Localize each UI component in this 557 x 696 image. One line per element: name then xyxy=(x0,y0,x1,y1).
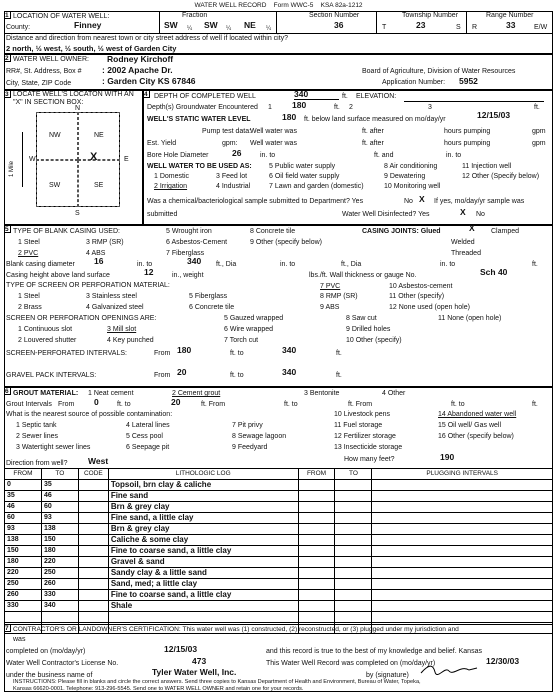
log-to: 330 xyxy=(41,590,78,601)
license-label: Water Well Contractor's License No. xyxy=(6,660,119,667)
log-code xyxy=(78,524,108,535)
log-empty-cell xyxy=(372,590,553,601)
contam-septic[interactable]: 1 Septic tank xyxy=(16,422,57,429)
col-to: TO xyxy=(41,469,78,480)
direction-label: Direction from well? xyxy=(6,460,68,467)
log-empty-cell xyxy=(298,557,335,568)
contam-fuel[interactable]: 11 Fuel storage xyxy=(334,422,383,429)
fraction-3: NE xyxy=(244,20,256,30)
distance-feet-label: How many feet? xyxy=(344,456,395,463)
log-empty-cell xyxy=(372,601,553,612)
township-value: 23 xyxy=(416,20,426,30)
log-from: 60 xyxy=(5,513,42,524)
section-number: 1 xyxy=(5,12,9,19)
contam-cess-pool[interactable]: 5 Cess pool xyxy=(126,433,163,440)
log-from: 138 xyxy=(5,535,42,546)
log-to: 340 xyxy=(41,601,78,612)
screen-from-value: 180 xyxy=(177,345,192,355)
log-row xyxy=(5,480,553,491)
certification-text: CONTRACTOR'S OR LANDOWNER'S CERTIFICATION: This water well was (1) constructed, (2) reconstructed, or (3) plugged under my jurisdiction and xyxy=(13,626,459,633)
log-row xyxy=(5,612,553,623)
north-label: N xyxy=(75,105,81,112)
contamination-label: What is the nearest source of possible contamination: xyxy=(6,411,173,418)
log-description: Fine to coarse sand, a little clay xyxy=(108,590,298,601)
casing-fiberglass[interactable]: 7 Fiberglass xyxy=(166,250,205,257)
instructions-line-1: INSTRUCTIONS: Please fill in blanks and circle the correct answers. Send three copies to Kansas Department of Health and Environment, Bureau of Water, Topeka, xyxy=(13,679,421,685)
opening-saw-cut[interactable]: 8 Saw cut xyxy=(346,315,377,322)
casing-depth-value: 340 xyxy=(187,256,202,266)
log-row xyxy=(5,590,553,601)
opening-key-punched[interactable]: 4 Key punched xyxy=(107,337,154,344)
signature-mark xyxy=(419,662,479,676)
gravel-to-value: 340 xyxy=(282,367,297,377)
log-empty-cell xyxy=(372,557,553,568)
screen-concrete[interactable]: 6 Concrete tile xyxy=(189,304,235,311)
log-row xyxy=(5,524,553,535)
county-value: Finney xyxy=(74,20,102,30)
log-empty-cell xyxy=(298,502,335,513)
contam-pit-privy[interactable]: 7 Pit privy xyxy=(232,422,263,429)
log-code xyxy=(78,601,108,612)
openings-label: SCREEN OR PERFORATION OPENINGS ARE: xyxy=(6,315,157,322)
completed-date: 12/15/03 xyxy=(164,644,198,654)
instructions-line-2: Kansas 66620-0001. Telephone: 913-296-5545. Send one to WATER WELL OWNER and retain one for your records. xyxy=(13,686,304,692)
contam-livestock[interactable]: 10 Livestock pens xyxy=(334,411,391,418)
screen-type-label: TYPE OF SCREEN OR PERFORATION MATERIAL: xyxy=(6,282,170,289)
log-description: Brn & grey clay xyxy=(108,524,298,535)
log-empty-cell xyxy=(298,612,335,623)
log-code xyxy=(78,568,108,579)
log-description: Sand, med; a little clay xyxy=(108,579,298,590)
bacteriological-label: Was a chemical/bacteriological sample submitted to Department? Yes xyxy=(147,198,364,205)
use-option-air-conditioning[interactable]: 8 Air conditioning xyxy=(384,163,438,170)
casing-height-label: Casing height above land surface xyxy=(6,272,110,279)
location-label: LOCATION OF WATER WELL: xyxy=(13,13,110,20)
grout-neat-cement[interactable]: 1 Neat cement xyxy=(88,390,134,397)
log-code xyxy=(78,535,108,546)
col-code: CODE xyxy=(78,469,108,480)
board-label: Board of Agriculture, Division of Water Resources xyxy=(362,68,516,75)
log-empty-cell xyxy=(298,546,335,557)
business-name: Tyler Water Well, Inc. xyxy=(152,667,237,677)
distance-feet-value: 190 xyxy=(440,452,455,462)
screen-none[interactable]: 12 None used (open hole) xyxy=(389,304,470,311)
log-empty-cell xyxy=(372,546,553,557)
grout-to-value: 20 xyxy=(171,397,181,407)
casing-pvc[interactable]: 2 PVC xyxy=(18,250,39,257)
bore-value: 26 xyxy=(232,148,242,158)
log-description: Fine sand xyxy=(108,491,298,502)
city-value: : Garden City KS 67846 xyxy=(102,76,196,86)
log-to: 35 xyxy=(41,480,78,491)
casing-height-value: 12 xyxy=(144,267,154,277)
contam-lagoon[interactable]: 8 Sewage lagoon xyxy=(232,433,287,440)
use-option-dewatering[interactable]: 9 Dewatering xyxy=(384,173,426,180)
use-label: WELL WATER TO BE USED AS: xyxy=(147,163,252,170)
log-empty-cell xyxy=(335,590,372,601)
use-option-monitoring[interactable]: 10 Monitoring well xyxy=(384,183,441,190)
log-to: 180 xyxy=(41,546,78,557)
log-row xyxy=(5,568,553,579)
log-empty-cell xyxy=(298,568,335,579)
groundwater-value: 180 xyxy=(292,100,307,110)
water-well-record-form: WATER WELL RECORD Form WWC-5 KSA 82a-1212 1 LOCATION OF WATER WELL: County: Finney Fraction SW ¼ SW ¼ NE ¼ Section Number 36 Township Number T 23 S Range Number R 33 E/W Distance and direction from nearest town or city street address of well if located within city? 2 north, ½ west, ½ south, ½ west of Garden City 2 WATER WELL OWNER: Rodney Kirchoff RR#, St. Address, Box # : 2002 Apache Dr. City, State, ZIP Code : Garden City KS 67846 Board of Agriculture, Division of Water Resources Application Number: 5952 3 LOCATE WELL'S LOCATON WITH AN "X" IN SECTION BOX: N S W E NW NE SW SE X 1 Mile 4 DEPTH OF COMPLETED WELL 340 ft. ELEVATION: Depth(s) Groundwater Encountered 1 180 ft. 2 3 ft. WELL'S STATIC WATER LEVEL 180 ft. below land surface measured on mo/day/yr 12/15/03 Pump test data: Well water was ft. after hours pumping gpm Est. Yield gpm: Well water was ft. after hours pumping gpm Bore Hole Diameter 26 in. to ft. and in. to WELL WATER TO BE USED AS: 1 Domestic 2 Irrigation 3 Feed lot 4 Industrial 5 Public water supply 6 Oil field water supply 7 Lawn and garden (domestic) 8 Air conditioning 9 Dewatering 10 Monitoring well 11 Injection well 12 Other (Specify below) Was a chemical/bacteriological sample submitted to Department? Yes No X If yes, mo/day/yr sample was submitted Water Well Disinfected? Yes X No 5 TYPE OF BLANK CASING USED: 1 Steel 2 PVC 3 RMP (SR) 4 ABS 5 Wrought iron 6 Asbestos-Cement 7 Fiberglass 8 Concrete tile 9 Other (specify below) CASING JOINTS: Glued X Clamped Welded Threaded Blank casing diameter 16 in. to 340 ft., Dia in. to ft., Dia in. to ft. Casing height above land surface 12 in., weight lbs./ft. Wall thickness or gauge No. Sch 40 TYPE OF SCREEN OR PERFORATION MATERIAL: 1 Steel 2 Brass 3 Stainless steel 4 Galvanized steel 5 Fiberglass 6 Concrete tile 7 PVC 8 RMP (SR) 9 ABS 10 Asbestos-cement 11 Other (specify) 12 None used (open hole) SCREEN OR PERFORATION OPENINGS ARE: 1 Continuous slot 2 Louvered shutter 3 Mill slot 4 Key punched 5 Gauzed wrapped 6 Wire wrapped 7 Torch cut 8 Saw cut 9 Drilled holes 10 Other (specify) 11 None (open hole) SCREEN-PERFORATED INTERVALS: From 180 ft. to 340 ft. GRAVEL PACK INTERVALS: From 20 ft. to 340 ft. 6 GROUT MATERIAL: 1 Neat cement 2 Cement grout 3 Bentonite 4 Other Grout Intervals From 0 ft. to 20 ft. From ft. to ft. From ft. to ft. What is the nearest source of possible contamination: 1 Septic tank 2 Sewer lines 3 Watertight sewer lines 4 Lateral lines 5 Cess pool 6 Seepage pit 7 Pit privy 8 Sewage lagoon 9 Feedyard 10 Livestock pens 11 Fuel storage 12 Fertilizer storage 13 Insecticide storage 14 Abandoned water well 15 Oil well/ Gas well 16 Other (specify below) Direction from well? West How many feet? 190 FROM TO CODE LITHOLOGIC LOG FROM TO PLUGGING INTERVALS 0 35 Topsoil, brn clay & caliche 35 46 Fine sand 46 60 Brn & grey clay 60 93 Fine sand, a little clay 93 138 Brn & grey clay 138 150 Caliche & some clay 150 180 Fine to coarse sand, a little clay 180 220 Gravel & sand 220 250 Sandy clay & a little sand 250 260 Sand, med; a little clay 260 330 Fine to coarse sand, a little clay 330 340 Shale 7 CONTRACTOR'S OR LANDOWNER'S CERTIFICATION: This water well was (1) constructed, (2) reconstructed, or (3) plugged under my jurisdiction and was completed on (mo/day/yr) 12/15/03 and this record is true to the best of my knowledge and belief. Kansas Water Well Contractor's License No. 473 This Water Well Record was completed on (mo/day/yr) 12/30/03 under the business name of Tyler Water Well, Inc. by (signature) INSTRUCTIONS: Please fill in blanks and circle the correct answers. Send three copies to Kansas Department of Health and Environment, Bureau of Water, Topeka, Kansas 66620-0001. Telephone: 913-296-5545. Send one to WATER WELL OWNER and retain one for your records. xyxy=(4,2,553,692)
address-label: RR#, St. Address, Box # xyxy=(6,68,82,75)
log-empty-cell xyxy=(335,568,372,579)
log-empty-cell xyxy=(372,502,553,513)
log-empty-cell xyxy=(298,480,335,491)
use-option-injection[interactable]: 11 Injection well xyxy=(462,163,512,170)
log-empty-cell xyxy=(335,513,372,524)
depth-value: 340 xyxy=(294,90,339,100)
grout-intervals-label: Grout Intervals xyxy=(6,401,52,408)
bacteriological-answer: X xyxy=(419,194,425,204)
log-description: Topsoil, brn clay & caliche xyxy=(108,480,298,491)
opening-other[interactable]: 10 Other (specify) xyxy=(346,337,402,344)
contam-abandoned-well[interactable]: 14 Abandoned water well xyxy=(438,411,517,418)
use-option-public-supply[interactable]: 5 Public water supply xyxy=(269,163,336,170)
owner-label: WATER WELL OWNER: xyxy=(13,56,89,63)
county-label: County: xyxy=(6,24,31,31)
log-description: Caliche & some clay xyxy=(108,535,298,546)
log-to: 250 xyxy=(41,568,78,579)
casing-wrought-iron[interactable]: 5 Wrought iron xyxy=(166,228,212,235)
screen-asbestos[interactable]: 10 Asbestos-cement xyxy=(389,283,453,290)
log-empty-cell xyxy=(335,535,372,546)
log-empty-cell xyxy=(298,535,335,546)
log-to: 138 xyxy=(41,524,78,535)
log-empty-cell xyxy=(78,612,108,623)
west-label: W xyxy=(29,156,36,163)
log-empty-cell xyxy=(335,557,372,568)
log-row xyxy=(5,601,553,612)
screen-pvc[interactable]: 7 PVC xyxy=(320,283,341,290)
grout-from-value: 0 xyxy=(94,397,99,407)
use-option-industrial[interactable]: 4 Industrial xyxy=(216,183,251,190)
log-from: 250 xyxy=(5,579,42,590)
completed-label: completed on (mo/day/yr) xyxy=(6,648,86,655)
screen-galvanized[interactable]: 4 Galvanized steel xyxy=(86,304,144,311)
grout-bentonite[interactable]: 3 Bentonite xyxy=(304,390,340,397)
opening-wire-wrapped[interactable]: 6 Wire wrapped xyxy=(224,326,274,333)
log-empty-cell xyxy=(372,568,553,579)
screen-abs[interactable]: 9 ABS xyxy=(320,304,340,311)
contam-lateral[interactable]: 4 Lateral lines xyxy=(126,422,170,429)
log-empty-cell xyxy=(298,513,335,524)
distance-label: Distance and direction from nearest town or city street address of well if located within city? xyxy=(6,35,289,42)
log-from: 150 xyxy=(5,546,42,557)
pump-test-label: Pump test data: xyxy=(202,128,252,135)
log-empty-cell xyxy=(41,612,78,623)
log-empty-cell xyxy=(372,491,553,502)
log-empty-cell xyxy=(372,535,553,546)
log-from: 46 xyxy=(5,502,42,513)
log-row xyxy=(5,557,553,568)
col-from: FROM xyxy=(5,469,42,480)
contam-fertilizer[interactable]: 12 Fertilizer storage xyxy=(334,433,396,440)
casing-diameter-label: Blank casing diameter xyxy=(6,261,75,268)
east-label: E xyxy=(124,156,129,163)
log-header-row xyxy=(5,469,553,480)
use-option-irrigation[interactable]: 2 Irrigation xyxy=(154,183,188,190)
log-description: Sandy clay & a little sand xyxy=(108,568,298,579)
fraction-2: SW xyxy=(204,20,218,30)
opening-gauzed[interactable]: 5 Gauzed wrapped xyxy=(224,315,284,322)
contam-other[interactable]: 16 Other (specify below) xyxy=(438,433,514,440)
log-description: Fine sand, a little clay xyxy=(108,513,298,524)
gravel-intervals-label: GRAVEL PACK INTERVALS: xyxy=(6,372,97,379)
screen-rmp[interactable]: 8 RMP (SR) xyxy=(320,293,358,300)
log-to: 60 xyxy=(41,502,78,513)
log-description: Fine to coarse sand, a little clay xyxy=(108,546,298,557)
casing-steel[interactable]: 1 Steel xyxy=(18,239,40,246)
casing-joints-label: CASING JOINTS: Glued xyxy=(362,228,441,235)
opening-louvered[interactable]: 2 Louvered shutter xyxy=(18,337,77,344)
log-to: 260 xyxy=(41,579,78,590)
opening-torch-cut[interactable]: 7 Torch cut xyxy=(224,337,259,344)
casing-other[interactable]: 9 Other (specify below) xyxy=(250,239,322,246)
business-label: under the business name of xyxy=(6,672,93,679)
log-from: 260 xyxy=(5,590,42,601)
casing-joints-mark: X xyxy=(469,223,475,233)
log-from: 93 xyxy=(5,524,42,535)
form-number: Form WWC-5 xyxy=(273,2,314,9)
contam-watertight-sewer[interactable]: 3 Watertight sewer lines xyxy=(16,444,91,451)
log-code xyxy=(78,513,108,524)
log-code xyxy=(78,502,108,513)
opening-drilled[interactable]: 9 Drilled holes xyxy=(346,326,391,333)
well-location-mark: X xyxy=(90,151,98,163)
contam-oil-gas-well[interactable]: 15 Oil well/ Gas well xyxy=(438,422,502,429)
log-from: 0 xyxy=(5,480,42,491)
log-empty-cell xyxy=(335,491,372,502)
log-code xyxy=(78,590,108,601)
fraction-label: Fraction xyxy=(182,12,208,19)
form-title: WATER WELL RECORD xyxy=(194,2,267,9)
section-value: 36 xyxy=(334,20,344,30)
log-empty-cell xyxy=(335,612,372,623)
log-row xyxy=(5,502,553,513)
log-empty-cell xyxy=(335,601,372,612)
log-empty-cell xyxy=(372,579,553,590)
col-plug-from: FROM xyxy=(298,469,335,480)
log-empty-cell xyxy=(372,524,553,535)
application-label: Application Number: xyxy=(382,79,446,86)
distance-value: 2 north, ½ west, ½ south, ½ west of Garden City xyxy=(6,44,177,53)
grout-other[interactable]: 4 Other xyxy=(382,390,406,397)
elevation-label: ELEVATION: xyxy=(356,93,397,100)
casing-diameter-value: 16 xyxy=(94,256,104,266)
log-empty-cell xyxy=(335,546,372,557)
lithologic-log-table xyxy=(4,468,553,634)
screen-stainless[interactable]: 3 Stainless steel xyxy=(86,293,137,300)
log-row xyxy=(5,579,553,590)
form-header xyxy=(4,2,553,10)
contam-insecticide[interactable]: 13 Insecticide storage xyxy=(334,444,403,451)
log-to: 220 xyxy=(41,557,78,568)
use-option-feed-lot[interactable]: 3 Feed lot xyxy=(216,173,248,180)
log-from: 35 xyxy=(5,491,42,502)
col-plug-to: TO xyxy=(335,469,372,480)
log-empty-cell xyxy=(298,601,335,612)
log-empty-cell xyxy=(298,524,335,535)
screen-intervals-label: SCREEN-PERFORATED INTERVALS: xyxy=(6,350,127,357)
static-date: 12/15/03 xyxy=(477,110,511,120)
log-to: 93 xyxy=(41,513,78,524)
casing-type-label: TYPE OF BLANK CASING USED: xyxy=(13,228,120,235)
log-description: Shale xyxy=(108,601,298,612)
fraction-1: SW xyxy=(164,20,178,30)
application-value: 5952 xyxy=(459,76,478,86)
signature-label: by (signature) xyxy=(366,672,409,679)
log-empty-cell xyxy=(298,590,335,601)
disinfected-answer: X xyxy=(460,207,466,217)
log-empty-cell xyxy=(335,480,372,491)
log-from: 220 xyxy=(5,568,42,579)
log-code xyxy=(78,557,108,568)
static-level-label: WELL'S STATIC WATER LEVEL xyxy=(147,116,251,123)
log-description: Brn & grey clay xyxy=(108,502,298,513)
log-description: Gravel & sand xyxy=(108,557,298,568)
south-label: S xyxy=(75,210,80,217)
opening-continuous-slot[interactable]: 1 Continuous slot xyxy=(18,326,73,333)
township-label: Township Number xyxy=(402,12,459,19)
log-empty-cell xyxy=(335,502,372,513)
range-value: 33 xyxy=(506,20,516,30)
contam-feedyard[interactable]: 9 Feedyard xyxy=(232,444,268,451)
city-label: City, State, ZIP Code xyxy=(6,80,72,87)
log-code xyxy=(78,480,108,491)
log-empty-cell xyxy=(335,524,372,535)
grout-label: GROUT MATERIAL: xyxy=(13,390,79,397)
log-row xyxy=(5,513,553,524)
log-code xyxy=(78,546,108,557)
direction-value: West xyxy=(88,456,109,466)
depth-label: DEPTH OF COMPLETED WELL xyxy=(154,93,256,100)
log-code xyxy=(78,491,108,502)
range-label: Range Number xyxy=(486,12,534,19)
form-ksa: KSA 82a-1212 xyxy=(320,2,363,9)
log-empty-cell xyxy=(372,612,553,623)
screen-to-value: 340 xyxy=(282,345,297,355)
use-option-lawn-garden[interactable]: 7 Lawn and garden (domestic) xyxy=(269,183,364,190)
casing-asbestos[interactable]: 6 Asbestos-Cement xyxy=(166,239,228,246)
opening-mill-slot[interactable]: 3 Mill slot xyxy=(107,326,137,333)
contam-seepage[interactable]: 6 Seepage pit xyxy=(126,444,170,451)
screen-brass[interactable]: 2 Brass xyxy=(18,304,42,311)
log-empty-cell xyxy=(298,491,335,502)
section-number-label: Section Number xyxy=(309,12,360,19)
address-value: : 2002 Apache Dr. xyxy=(102,65,173,75)
log-empty-cell xyxy=(372,513,553,524)
casing-concrete[interactable]: 8 Concrete tile xyxy=(250,228,296,235)
log-empty-cell xyxy=(372,480,553,491)
log-empty-cell xyxy=(108,612,298,623)
use-option-other[interactable]: 12 Other (Specify below) xyxy=(462,173,540,180)
casing-rmp[interactable]: 3 RMP (SR) xyxy=(86,239,124,246)
use-option-oil-field[interactable]: 6 Oil field water supply xyxy=(269,173,340,180)
yield-label: Est. Yield xyxy=(147,140,177,147)
log-code xyxy=(78,579,108,590)
screen-steel[interactable]: 1 Steel xyxy=(18,293,40,300)
locate-label: LOCATE WELL'S LOCATON WITH AN "X" IN SECTION BOX: xyxy=(13,91,134,106)
screen-other[interactable]: 11 Other (specify) xyxy=(389,293,445,300)
log-row xyxy=(5,491,553,502)
license-value: 473 xyxy=(192,656,207,666)
log-to: 46 xyxy=(41,491,78,502)
bore-label: Bore Hole Diameter xyxy=(147,152,209,159)
log-from: 330 xyxy=(5,601,42,612)
log-row xyxy=(5,546,553,557)
owner-value: Rodney Kirchoff xyxy=(107,54,174,64)
groundwater-label: Depth(s) Groundwater Encountered xyxy=(147,104,258,111)
log-to: 150 xyxy=(41,535,78,546)
log-row xyxy=(5,535,553,546)
contam-sewer[interactable]: 2 Sewer lines xyxy=(16,433,59,440)
log-from: 180 xyxy=(5,557,42,568)
grout-cement-grout[interactable]: 2 Cement grout xyxy=(172,390,221,397)
opening-none[interactable]: 11 None (open hole) xyxy=(438,315,502,322)
log-empty-cell xyxy=(5,612,42,623)
use-option-domestic[interactable]: 1 Domestic xyxy=(154,173,190,180)
col-plugging-intervals: PLUGGING INTERVALS xyxy=(372,469,553,480)
casing-abs[interactable]: 4 ABS xyxy=(86,250,106,257)
log-empty-cell xyxy=(298,579,335,590)
log-empty-cell xyxy=(335,579,372,590)
col-lithologic-log: LITHOLOGIC LOG xyxy=(108,469,298,480)
screen-fiberglass[interactable]: 5 Fiberglass xyxy=(189,293,228,300)
static-level-value: 180 xyxy=(282,112,297,122)
mile-label: 1 Mile xyxy=(9,160,15,177)
wall-gauge-value: Sch 40 xyxy=(480,267,508,277)
gravel-from-value: 20 xyxy=(177,367,187,377)
disinfected-label: Water Well Disinfected? Yes xyxy=(342,211,430,218)
record-date: 12/30/03 xyxy=(486,656,520,666)
